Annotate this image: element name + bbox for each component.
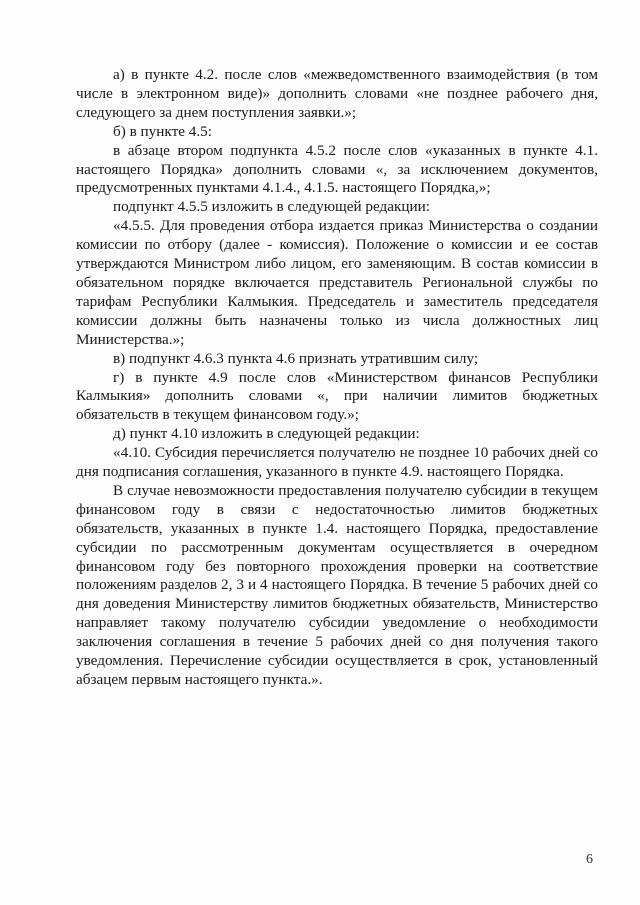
page-number: 6 <box>586 852 593 867</box>
paragraph-item-v: в) подпункт 4.6.3 пункта 4.6 признать утратившим силу; <box>113 349 479 367</box>
paragraph-item-d: д) пункт 4.10 изложить в следующей редакции: <box>113 425 420 443</box>
document-body <box>76 66 598 690</box>
paragraph-subitem-4-5-5-text: «4.5.5. Для проведения отбора издается приказ Министерства о создании комиссии по отбору (далее - комиссия). Положение о комиссии и ее состав утверждаются Министром либо лицом, его заменяющим. В состав комиссии в обязательном порядке включается представитель Региональной службы по тарифам Республики Калмыкия. Председатель и заместитель председателя комиссии должны быть назначены только из числа должностных лиц Министерства.»; <box>76 217 598 348</box>
paragraph-point-4-10-first: «4.10. Субсидия перечисляется получателю не позднее 10 рабочих дней со дня подписания соглашения, указанного в пункте 4.9. настоящего Порядка. <box>76 444 598 481</box>
paragraph-item-g: г) в пункте 4.9 после слов «Министерством финансов Республики Калмыкия» дополнить словами «, при наличии лимитов бюджетных обязательств в текущем финансовом году.»; <box>76 368 598 424</box>
paragraph-subitem-4-5-2: в абзаце втором подпункта 4.5.2 после слов «указанных в пункте 4.1. настоящего Порядка» дополнить словами «, за исключением документов, предусмотренных пунктами 4.1.4., 4.1.5. настоящего Порядка,»; <box>76 141 598 197</box>
paragraph-point-4-10-second: В случае невозможности предоставления получателю субсидии в текущем финансовом году в связи с недостаточностью лимитов бюджетных обязательств, указанных в пункте 1.4. настоящего Порядка, предоставление субсидии по рассмотренным документам осуществляется в очередном финансовом году без повторного прохождения проверки на соответствие положениям разделов 2, 3 и 4 настоящего Порядка. В течение 5 рабочих дней со дня доведения Министерству лимитов бюджетных обязательств, Министерство направляет такому получателю субсидии уведомление о необходимости заключения соглашения в течение 5 рабочих дней со дня получения такого уведомления. Перечисление субсидии осуществляется в срок, установленный абзацем первым настоящего пункта.». <box>76 481 598 688</box>
paragraph-item-a: а) в пункте 4.2. после слов «межведомственного взаимодействия (в том числе в электронном виде)» дополнить словами «не позднее рабочего дня, следующего за днем поступления заявки.»; <box>76 66 598 121</box>
paragraph-subitem-4-5-5-intro: подпункт 4.5.5 изложить в следующей редакции: <box>113 198 430 216</box>
paragraph-item-b: б) в пункте 4.5: <box>113 122 212 140</box>
